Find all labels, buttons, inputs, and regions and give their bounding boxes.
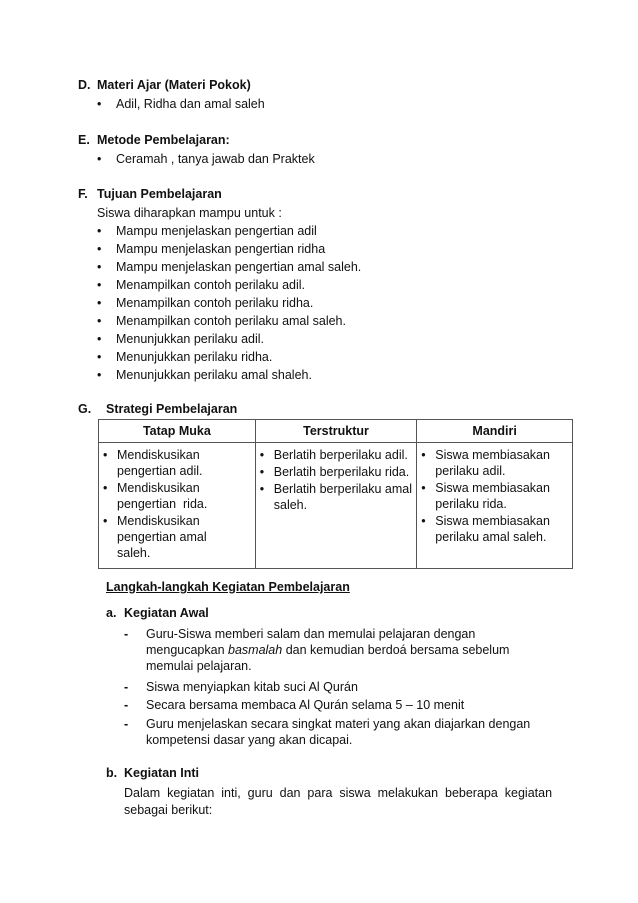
dash-icon: - (124, 698, 129, 712)
bullet-icon: • (421, 514, 426, 528)
kegiatan-awal-item4-line1: Guru menjelaskan secara singkat materi yang akan diajarkan dengan (146, 717, 531, 731)
cell-line: pengertian rida. (117, 497, 208, 511)
cell-line: Siswa membiasakan (435, 481, 550, 495)
cell-line: Mendiskusikan (117, 481, 200, 495)
column-header-terstruktur: Terstruktur (255, 420, 417, 443)
list-item (103, 447, 251, 479)
text-segment-italic: basmalah (228, 643, 283, 657)
cell-line: saleh. (117, 546, 151, 560)
list-item: Menampilkan contoh perilaku adil. (116, 278, 305, 292)
cell-line: Berlatih berperilaku amal (273, 482, 413, 496)
cell-line: Siswa membiasakan (435, 514, 550, 528)
bullet-icon: • (421, 448, 426, 462)
kegiatan-inti-label: b. (106, 766, 118, 780)
list-item (260, 447, 413, 463)
bullet-icon: • (421, 481, 426, 495)
cell-line: saleh. (273, 498, 308, 512)
strategy-table (98, 419, 573, 569)
table-cell-mandiri (417, 443, 573, 569)
section-d-item: Adil, Ridha dan amal saleh (116, 97, 265, 111)
section-d-letter: D. (78, 78, 91, 92)
bullet-icon: • (97, 152, 102, 166)
kegiatan-awal-title: Kegiatan Awal (124, 606, 209, 620)
list-item: Menunjukkan perilaku ridha. (116, 350, 273, 364)
section-g-letter: G. (78, 402, 92, 416)
list-item (421, 480, 568, 512)
bullet-icon: • (97, 224, 102, 238)
section-f-letter: F. (78, 187, 88, 201)
dash-icon: - (124, 680, 129, 694)
dash-icon: - (124, 627, 129, 641)
kegiatan-awal-label: a. (106, 606, 117, 620)
kegiatan-awal-item4-line2: kompetensi dasar yang akan dicapai. (146, 733, 353, 747)
dash-icon: - (124, 717, 129, 731)
section-f-intro: Siswa diharapkan mampu untuk : (97, 206, 282, 220)
bullet-icon: • (97, 97, 102, 111)
list-item: Mampu menjelaskan pengertian ridha (116, 242, 326, 256)
kegiatan-inti-line2: sebagai berikut: (124, 803, 213, 817)
bullet-icon: • (97, 278, 102, 292)
bullet-icon: • (97, 260, 102, 274)
kegiatan-awal-item1-line2 (146, 643, 509, 657)
section-f-title: Tujuan Pembelajaran (97, 187, 222, 201)
text-segment: dan kemudian berdoá bersama sebelum (282, 643, 510, 657)
section-d-title: Materi Ajar (Materi Pokok) (97, 78, 251, 92)
list-item (260, 464, 413, 480)
cell-line: Siswa membiasakan (435, 448, 550, 462)
bullet-icon: • (103, 514, 108, 528)
list-item: Mampu menjelaskan pengertian adil (116, 224, 317, 238)
cell-line: Berlatih berperilaku adil. (273, 448, 408, 462)
section-e-title: Metode Pembelajaran: (97, 133, 230, 147)
bullet-icon: • (97, 314, 102, 328)
bullet-icon: • (259, 465, 265, 479)
list-item (260, 481, 413, 513)
bullet-icon: • (97, 296, 102, 310)
bullet-icon: • (97, 332, 102, 346)
bullet-icon: • (259, 482, 265, 496)
table-cell-tatap-muka (99, 443, 256, 569)
kegiatan-inti-title: Kegiatan Inti (124, 766, 200, 780)
list-item: Menampilkan contoh perilaku ridha. (116, 296, 314, 310)
text-segment: mengucapkan (146, 643, 229, 657)
bullet-icon: • (97, 368, 102, 382)
list-item: Mampu menjelaskan pengertian amal saleh. (116, 260, 362, 274)
column-header-mandiri: Mandiri (417, 420, 573, 443)
list-item (103, 480, 251, 512)
cell-line: pengertian adil. (117, 464, 203, 478)
bullet-icon: • (97, 350, 102, 364)
kegiatan-awal-item2: Siswa menyiapkan kitab suci Al Qurán (146, 680, 358, 694)
list-item (421, 513, 568, 545)
section-e-item: Ceramah , tanya jawab dan Praktek (116, 152, 315, 166)
column-header-tatap-muka: Tatap Muka (99, 420, 256, 443)
section-g-title: Strategi Pembelajaran (106, 402, 238, 416)
section-e-letter: E. (78, 133, 90, 147)
list-item (421, 447, 568, 479)
cell-line: perilaku adil. (435, 464, 506, 478)
cell-line: perilaku amal saleh. (435, 530, 547, 544)
list-item: Menunjukkan perilaku adil. (116, 332, 265, 346)
langkah-title: Langkah-langkah Kegiatan Pembelajaran (106, 580, 350, 594)
cell-line: Mendiskusikan (117, 514, 200, 528)
kegiatan-awal-item3: Secara bersama membaca Al Qurán selama 5 – 10 menit (146, 698, 465, 712)
cell-line: Mendiskusikan (117, 448, 200, 462)
cell-line: pengertian amal (117, 530, 207, 544)
list-item (103, 513, 251, 561)
bullet-icon: • (97, 242, 102, 256)
kegiatan-inti-line1: Dalam kegiatan inti, guru dan para siswa melakukan beberapa kegiatan (124, 786, 553, 800)
kegiatan-awal-item1-line3: memulai pelajaran. (146, 659, 252, 673)
list-item: Menampilkan contoh perilaku amal saleh. (116, 314, 346, 328)
bullet-icon: • (103, 448, 108, 462)
kegiatan-awal-item1-line1: Guru-Siswa memberi salam dan memulai pelajaran dengan (146, 627, 476, 641)
bullet-icon: • (259, 448, 265, 462)
table-cell-terstruktur (255, 443, 417, 569)
table-row (99, 443, 573, 569)
table-header-row (99, 420, 573, 443)
bullet-icon: • (103, 481, 108, 495)
list-item: Menunjukkan perilaku amal shaleh. (116, 368, 312, 382)
cell-line: perilaku rida. (435, 497, 507, 511)
cell-line: Berlatih berperilaku rida. (273, 465, 410, 479)
